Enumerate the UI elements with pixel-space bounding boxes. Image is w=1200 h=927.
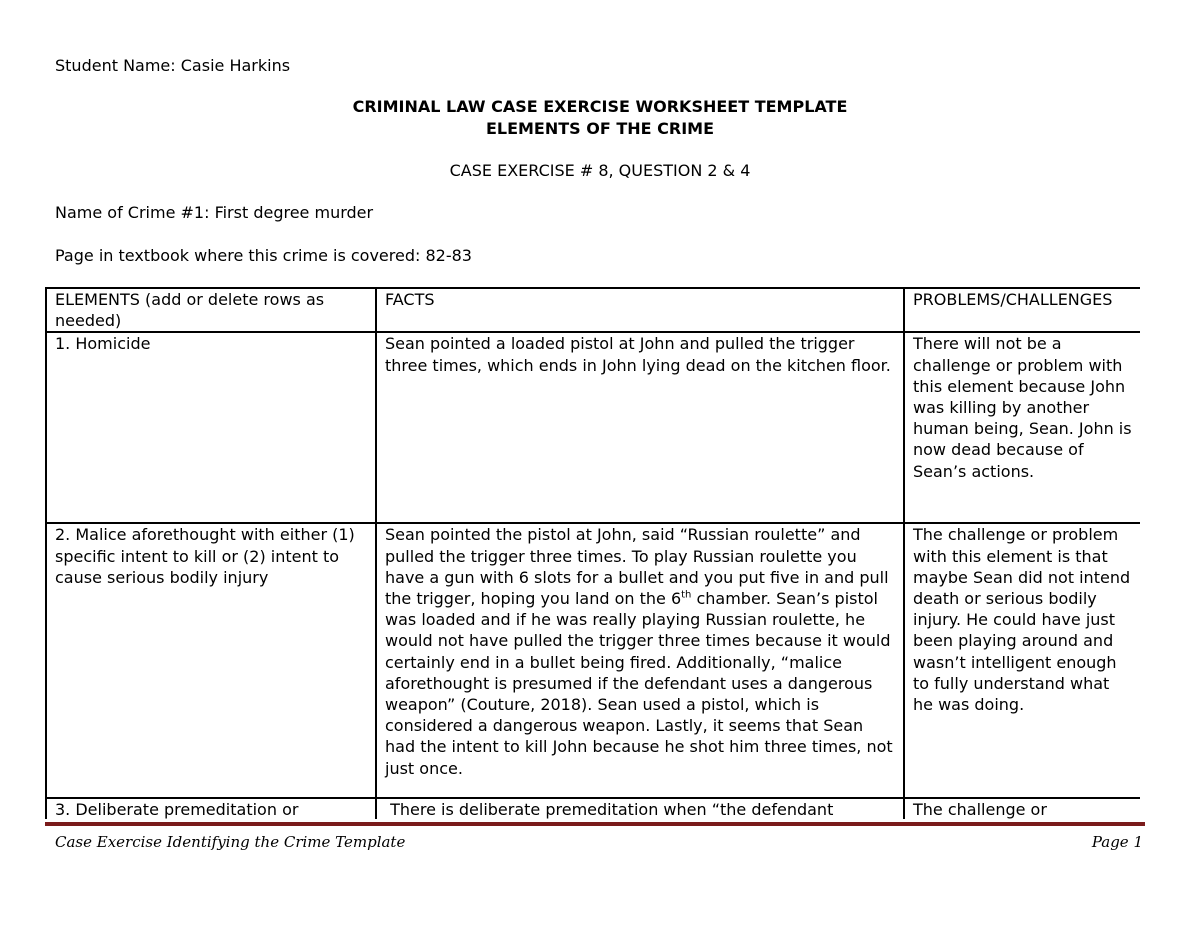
case-exercise-label: CASE EXERCISE # 8, QUESTION 2 & 4 [449,161,751,180]
problems-cell: The challenge or problem with this element is that maybe Sean did not intend death or serious bodily injury. He could have just been playing around and wasn’t intelligent enough to fully understand what he was doing. [904,523,1140,798]
facts-cell [376,523,904,798]
footer-rule [45,822,1145,826]
header-facts: FACTS [376,288,904,332]
table-row [46,798,1140,819]
problems-cell: The challenge or [904,798,1140,819]
footer-template-name: Case Exercise Identifying the Crime Template [55,833,406,851]
page-number: Page 1 [1091,833,1143,851]
elements-table-container [45,287,1140,819]
element-cell: 3. Deliberate premeditation or [46,798,376,819]
table-header-row [46,288,1140,332]
table-row [46,523,1140,798]
textbook-pages: Page in textbook where this crime is covered: 82-83 [55,246,472,265]
element-cell: 1. Homicide [46,332,376,523]
facts-cell: Sean pointed a loaded pistol at John and pulled the trigger three times, which ends in John lying dead on the kitchen floor. [376,332,904,523]
facts-cell: There is deliberate premeditation when “the defendant [376,798,904,819]
problems-cell: There will not be a challenge or problem with this element because John was killing by another human being, Sean. John is now dead because of Sean’s actions. [904,332,1140,523]
header-problems: PROBLEMS/CHALLENGES [904,288,1140,332]
facts-text-part2: chamber. Sean’s pistol was loaded and if he was really playing Russian roulette, he would not have pulled the trigger three times because it would certainly end in a bullet being fired. Additionally, “malice aforethought is presumed if the defendant uses a dangerous weapon” (Couture, 2018). Sean used a pistol, which is considered a dangerous weapon. Lastly, it seems that Sean had the intent to kill John because he shot him three times, not just once. [385,589,893,778]
elements-table [45,287,1140,819]
header-elements: ELEMENTS (add or delete rows as needed) [46,288,376,332]
crime-name: Name of Crime #1: First degree murder [55,203,374,222]
table-row [46,332,1140,523]
ordinal-superscript: th [681,589,692,601]
worksheet-title: CRIMINAL LAW CASE EXERCISE WORKSHEET TEMPLATE [352,97,848,116]
facts-text-part1: Sean pointed the pistol at John, said “Russian roulette” and pulled the trigger three times. To play Russian roulette you have a gun with 6 slots for a bullet and you put five in and pull the trigger, hoping you land on the 6 [385,525,889,609]
student-name: Student Name: Casie Harkins [55,56,291,75]
element-cell: 2. Malice aforethought with either (1) specific intent to kill or (2) intent to cause serious bodily injury [46,523,376,798]
worksheet-subtitle: ELEMENTS OF THE CRIME [485,119,715,138]
